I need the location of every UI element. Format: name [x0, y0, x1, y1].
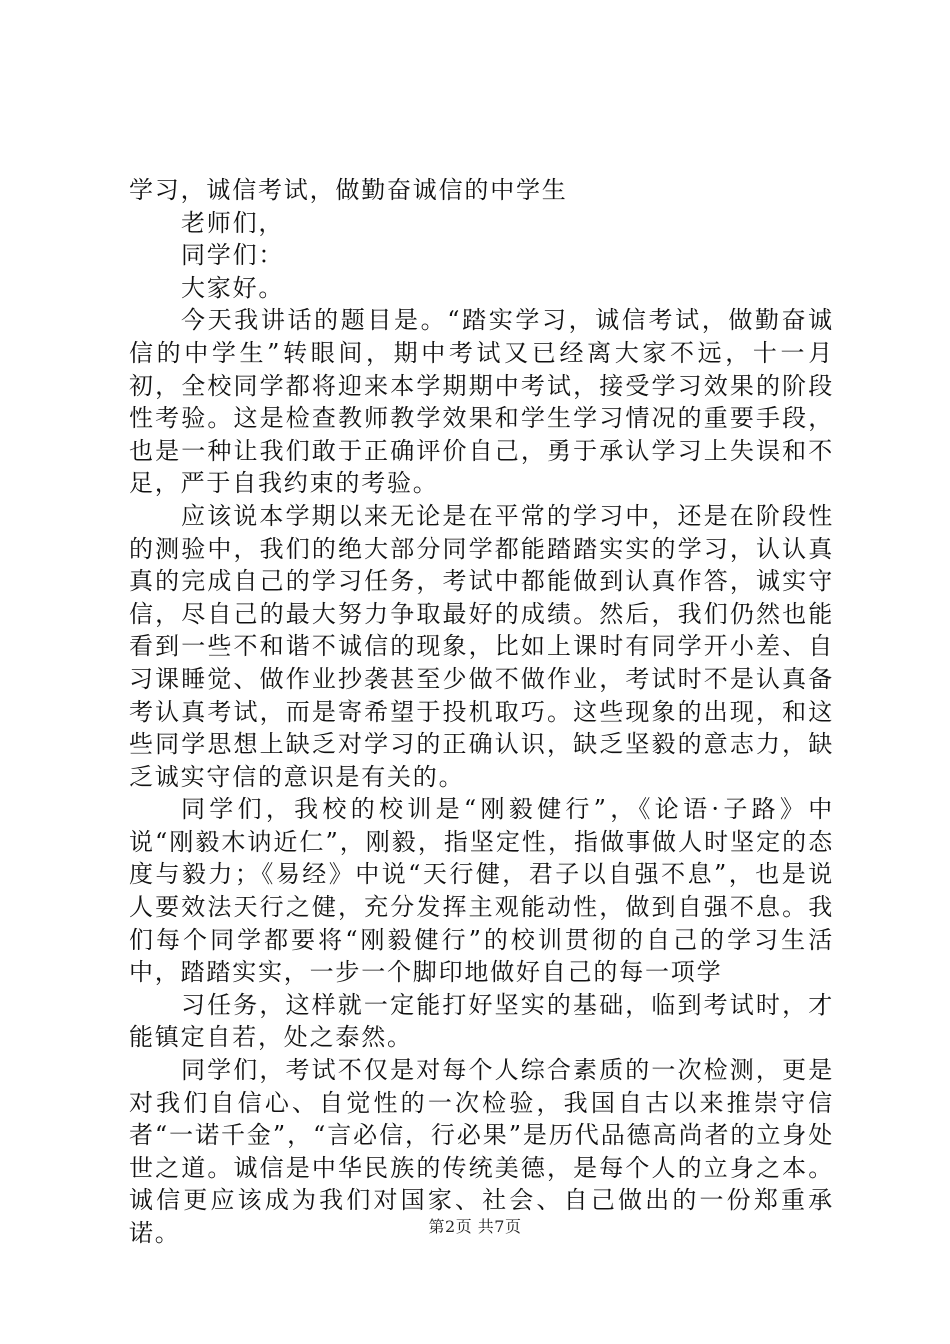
- paragraph-observations: 应该说本学期以来无论是在平常的学习中，还是在阶段性的测验中，我们的绝大部分同学都能踏踏实实的学习，认认真真的完成自己的学习任务，考试中都能做到认真作答，诚实守信，尽自己的最大努力争取最好的成绩。然后，我们仍然也能看到一些不和谐不诚信的现象，比如上课时有同学开小差、自习课睡觉、做作业抄袭甚至少做不做作业，考试时不是认真备考认真考试，而是寄希望于投机取巧。这些现象的出现，和这些同学思想上缺乏对学习的正确认识，缺乏坚毅的意志力，缺乏诚实守信的意识是有关的。: [129, 501, 834, 791]
- paragraph-integrity: 同学们，考试不仅是对每个人综合素质的一次检测，更是对我们自信心、自觉性的一次检验，我国自古以来推崇守信者“一诺千金”，“言必信，行必果”是历代品德高尚者的立身处世之道。诚信是中华民族的传统美德，是每个人的立身之本。诚信更应该成为我们对国家、社会、自己做出的一份郑重承诺。: [129, 1056, 834, 1247]
- document-body: [129, 174, 834, 1250]
- title-line: 学习，诚信考试，做勤奋诚信的中学生: [129, 176, 568, 204]
- greeting-teachers: 老师们，: [181, 208, 285, 237]
- paragraph-topic: 今天我讲话的题目是。“踏实学习，诚信考试，做勤奋诚信的中学生”转眼间，期中考试又已经离大家不远，十一月初，全校同学都将迎来本学期期中考试，接受学习效果的阶段性考验。这是检查教师教学效果和学生学习情况的重要手段，也是一种让我们敢于正确评价自己，勇于承认学习上失误和不足，严于自我约束的考验。: [129, 306, 834, 498]
- greeting-students: 同学们：: [181, 241, 285, 270]
- page-number-footer: 第2页 共7页: [428, 1217, 522, 1236]
- paragraph-school-motto: 同学们，我校的校训是“刚毅健行”，《论语·子路》中说“刚毅木讷近仁”，刚毅，指坚定性，指做事做人时坚定的态度与毅力；《易经》中说“天行健，君子以自强不息”，也是说人要效法天行之健，充分发挥主观能动性，做到自强不息。我们每个同学都要将“刚毅健行”的校训贯彻的自己的学习生活中，踏踏实实，一步一个脚印地做好自己的每一项学: [129, 795, 834, 987]
- greeting-hello: 大家好。: [181, 273, 285, 302]
- paragraph-motto-continued: 习任务，这样就一定能打好坚实的基础，临到考试时，才能镇定自若，处之泰然。: [129, 990, 834, 1052]
